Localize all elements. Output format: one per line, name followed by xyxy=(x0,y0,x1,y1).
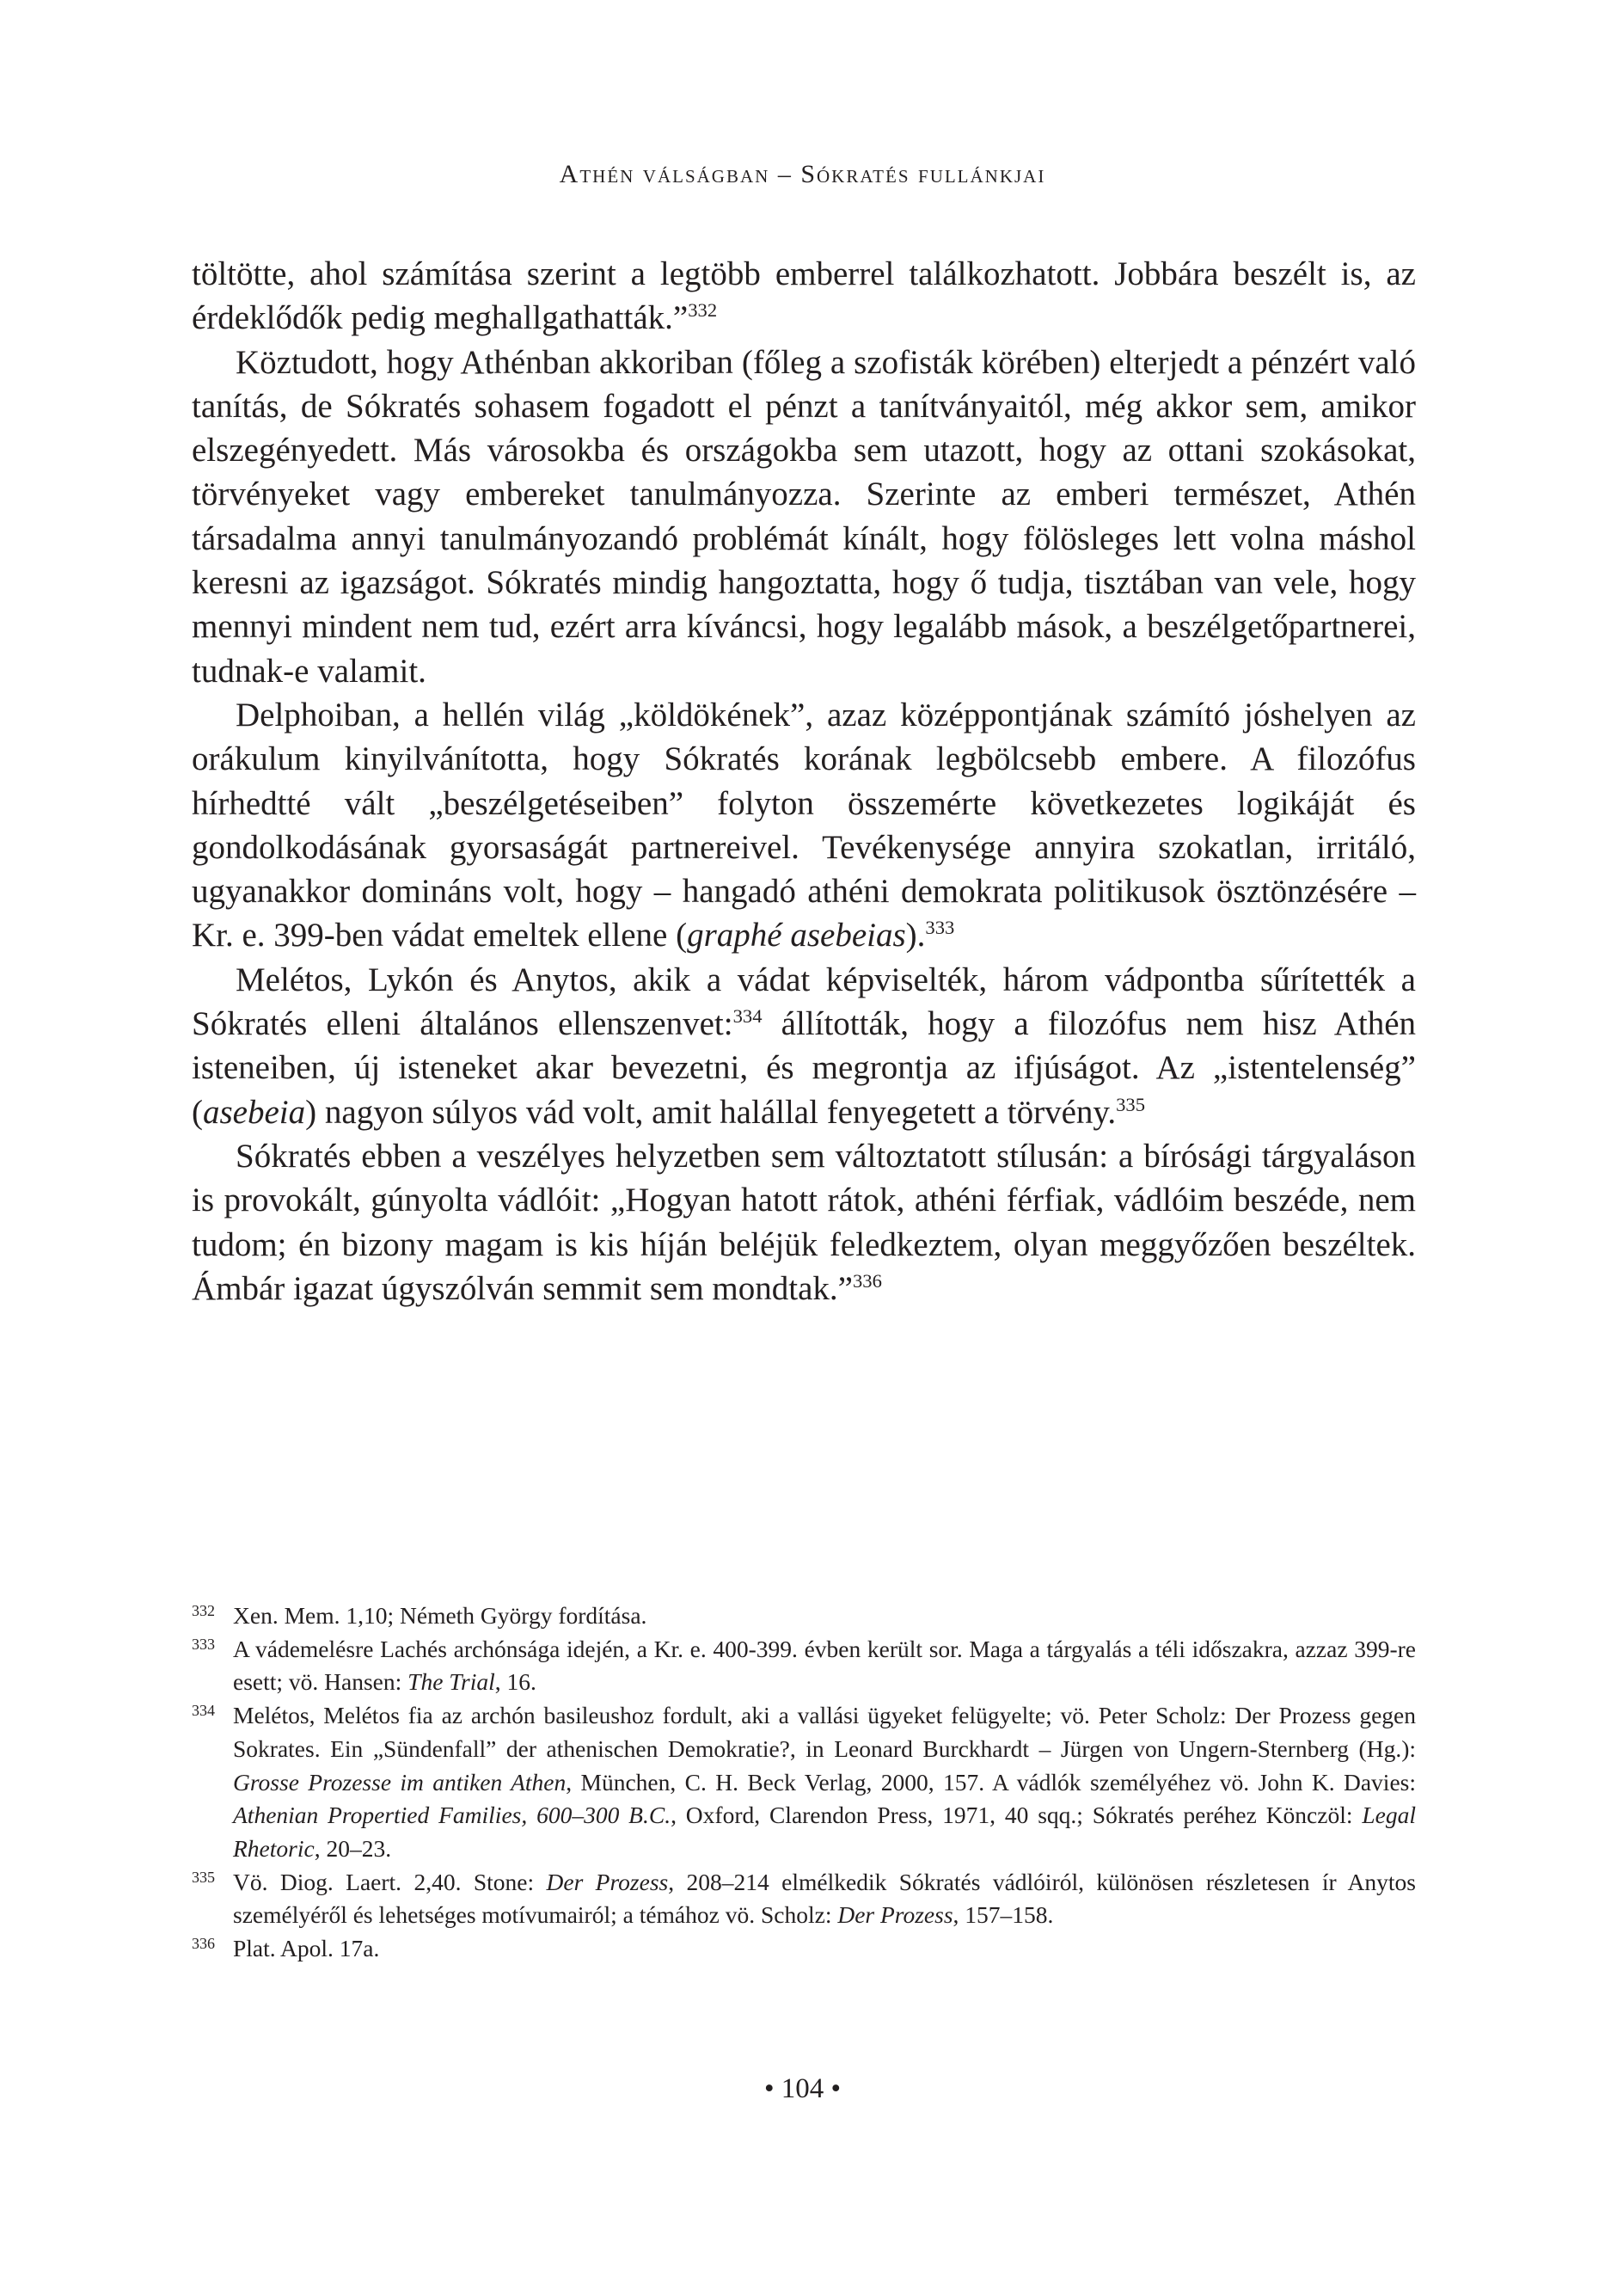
footnote-ref[interactable]: 336 xyxy=(852,1269,882,1292)
paragraph-text: Melétos, Lykón és Anytos, akik a vádat képviselték, három vádpontba sűrítették a Sókratés elleni általános ellenszenvet: xyxy=(192,961,1416,1043)
paragraph-text: Köztudott, hogy Athénban akkoriban (főleg a szofisták körében) elterjedt a pénzért való tanítás, de Sókratés sohasem fogadott el pénzt a tanítványaitól, még akkor sem, amikor elszegényedett. Más városokba és országokba sem utazott, hogy az ottani szokásokat, törvényeket vagy embereket tanulmányozza. Szerinte az emberi természet, Athén társadalma annyi tanulmányozandó problémát kínált, hogy fölösleges lett volna máshol keresni az igazságot. Sókratés mindig hangoztatta, hogy ő tudja, tisztában van vele, hogy mennyi mindent nem tud, ezért arra kíváncsi, hogy legalább mások, a beszélgetőpartnerei, tudnak-e valamit. xyxy=(192,343,1416,690)
italic-title: Athenian Propertied Families, 600–300 B.C. xyxy=(233,1802,671,1829)
paragraph-text: állították, hogy a filozófus nem hisz Athén isteneiben, új isteneket akar bevezetni, és megrontja az ifjúságot. Az „istentelenség” ( xyxy=(192,1005,1417,1131)
paragraph xyxy=(192,958,1416,1134)
footnote xyxy=(192,1866,1416,1932)
footnote-ref[interactable]: 333 xyxy=(925,917,955,939)
footnote-number: 333 xyxy=(192,1635,215,1653)
footnote-text: , Oxford, Clarendon Press, 1971, 40 sqq.; Sókratés peréhez Könczöl: xyxy=(671,1802,1363,1829)
paragraph xyxy=(192,252,1416,341)
paragraph-text: töltötte, ahol számítása szerint a legtöbb emberrel találkozhatott. Jobbára beszélt is, az érdeklődők pedig meghallgathatták.” xyxy=(192,255,1416,337)
footnote-text: Vö. Diog. Laert. 2,40. Stone: xyxy=(233,1868,547,1895)
footnote xyxy=(192,1633,1416,1699)
footnote-ref[interactable]: 335 xyxy=(1116,1093,1146,1115)
italic-title: Legal Rhetoric xyxy=(233,1802,1416,1862)
footnote-number: 332 xyxy=(192,1602,215,1619)
footnote-text: , 20–23. xyxy=(314,1834,392,1862)
paragraph xyxy=(192,341,1416,693)
footnote-text: Melétos, Melétos fia az archón basileushoz fordult, aki a vallási ügyeket felügyelte; vö. Peter Scholz: Der Prozess gegen Sokrates. Ein „Sündenfall” der athenischen Demokratie?, in Leonard Burckhardt – Jürgen von Ungern-Sternberg (Hg.): xyxy=(233,1702,1416,1762)
paragraph xyxy=(192,693,1416,958)
main-text xyxy=(192,252,1416,1311)
footnote-text: A vádemelésre Lachés archónsága idején, a Kr. e. 400-399. évben került sor. Maga a tárgyalás a téli időszakra, azzaz 399-re esett; vö. Hansen: xyxy=(233,1635,1416,1696)
footnote-number: 335 xyxy=(192,1868,215,1886)
footnote xyxy=(192,1699,1416,1866)
footnote-number: 336 xyxy=(192,1935,215,1953)
paragraph-text: Delphoiban, a hellén világ „köldökének”, azaz középpontjának számító jóshelyen az orákulum kinyilvánította, hogy Sókratés korának legbölcsebb embere. A filozófus hírhedtté vált „beszélgetéseiben” folyton összemérte következetes logikáját és gondolkodásának gyorsaságát partnereivel. Tevékenysége annyira szokatlan, irritáló, ugyanakkor domináns volt, hogy – hangadó athéni demokrata politikusok ösztönzésére – Kr. e. 399-ben vádat emeltek ellene ( xyxy=(192,696,1416,955)
paragraph xyxy=(192,1134,1416,1311)
page-number: • 104 • xyxy=(763,2073,842,2104)
footnote-text: Plat. Apol. 17a. xyxy=(233,1935,380,1962)
paragraph-text: ). xyxy=(905,917,926,955)
paragraph-text: Sókratés ebben a veszélyes helyzetben sem változtatott stílusán: a bírósági tárgyaláson is provokált, gúnyolta vádlóit: „Hogyan hatott rátok, athéni férfiak, vádlóim beszéde, nem tudom; én bizony magam is kis híján beléjük feledkeztem, olyan meggyőzően beszéltek. Ámbár igazat úgyszólván semmit sem mondtak.” xyxy=(192,1137,1416,1307)
footnote-ref[interactable]: 332 xyxy=(688,299,718,322)
footnote-text: Xen. Mem. 1,10; Németh György fordítása. xyxy=(233,1602,647,1629)
italic-title: Grosse Prozesse im antiken Athen xyxy=(233,1768,567,1796)
italic-term: graphé asebeias xyxy=(687,917,906,955)
footnotes xyxy=(192,1599,1416,1966)
footnote xyxy=(192,1599,1416,1633)
footnote-text: , München, C. H. Beck Verlag, 2000, 157. A vádlók személyéhez vö. John K. Davies: xyxy=(566,1768,1416,1796)
paragraph-text: ) nagyon súlyos vád volt, amit halállal fenyegetett a törvény. xyxy=(305,1093,1117,1131)
footnote xyxy=(192,1932,1416,1966)
italic-term: asebeia xyxy=(203,1093,306,1131)
running-head: Athén válságban – Sókratés fullánkjai xyxy=(559,160,1046,188)
footnote-text: , 208–214 elmélkedik Sókratés vádlóiról, különösen részletesen ír Anytos személyéről és lehetséges motívumairól; a témához vö. Scholz: xyxy=(233,1868,1416,1929)
italic-title: The Trial xyxy=(407,1668,495,1696)
footnote-text: , 157–158. xyxy=(953,1901,1054,1929)
italic-title: Der Prozess xyxy=(546,1868,669,1895)
italic-title: Der Prozess xyxy=(837,1901,953,1929)
footnote-text: , 16. xyxy=(494,1668,536,1696)
footnote-number: 334 xyxy=(192,1702,215,1720)
footnote-ref[interactable]: 334 xyxy=(732,1005,763,1028)
